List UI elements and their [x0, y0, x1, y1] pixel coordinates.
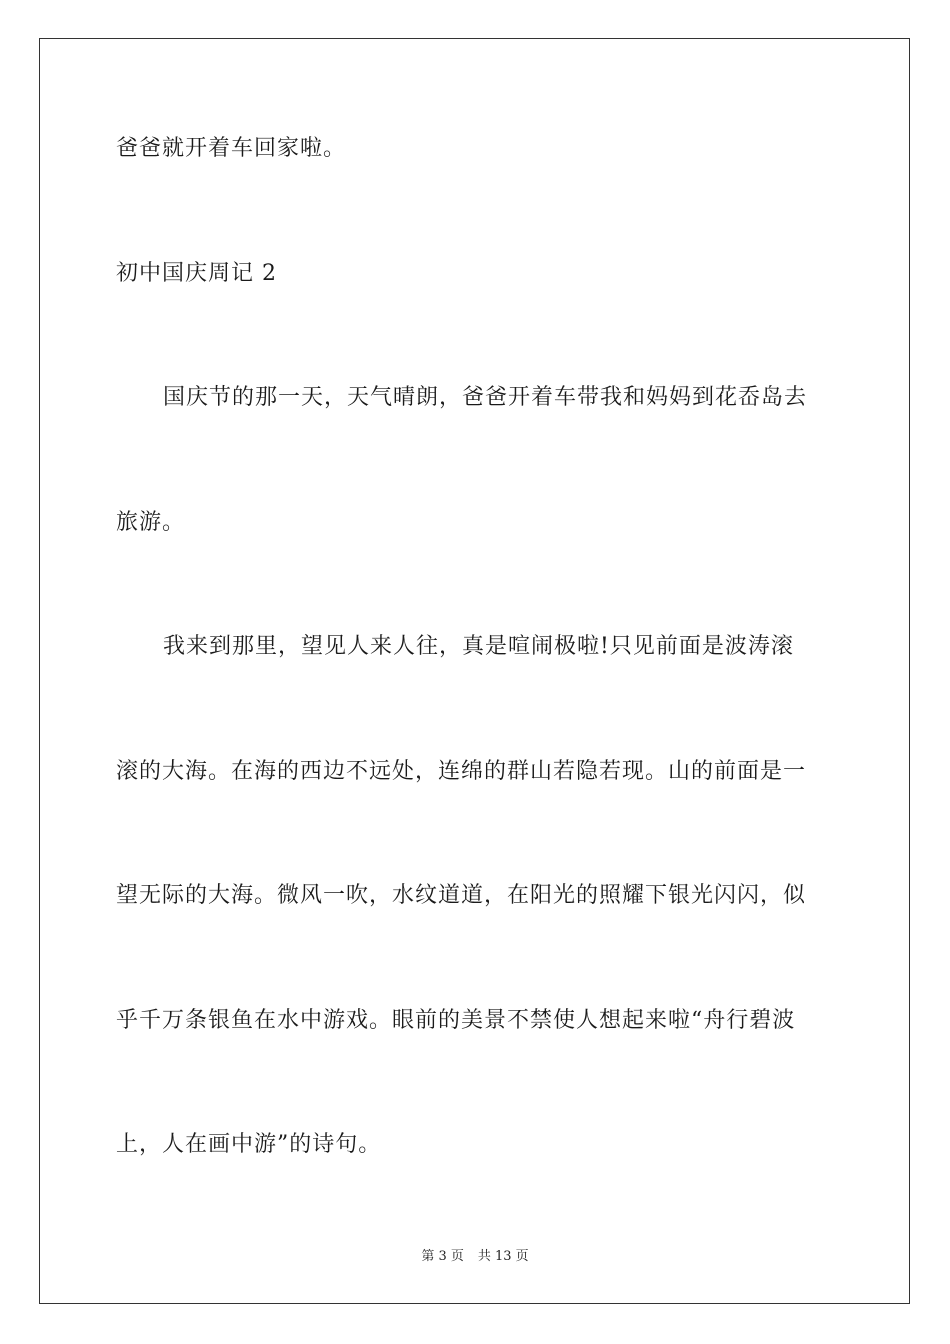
paragraph-line: 滚的大海。在海的西边不远处，连绵的群山若隐若现。山的前面是一 — [116, 759, 807, 784]
paragraph-line: 旅游。 — [116, 510, 186, 535]
page-total: 共 13 页 — [477, 1249, 529, 1264]
paragraph-line: 上，人在画中游”的诗句。 — [116, 1132, 382, 1157]
paragraph-line: 我来到那里，望见人来人往，真是喧闹极啦!只见前面是波涛滚 — [163, 634, 794, 659]
paragraph-line: 乎千万条银鱼在水中游戏。眼前的美景不禁使人想起来啦“舟行碧波 — [116, 1008, 796, 1033]
page-footer — [0, 1248, 950, 1266]
page-number: 第 3 页 — [421, 1249, 464, 1264]
paragraph-line: 望无际的大海。微风一吹，水纹道道，在阳光的照耀下银光闪闪，似 — [116, 883, 807, 908]
page-border — [39, 38, 910, 1304]
paragraph-line: 国庆节的那一天，天气晴朗，爸爸开着车带我和妈妈到花岙岛去 — [163, 385, 808, 410]
section-heading: 初中国庆周记 2 — [116, 261, 277, 286]
paragraph-line: 爸爸就开着车回家啦。 — [116, 136, 347, 161]
